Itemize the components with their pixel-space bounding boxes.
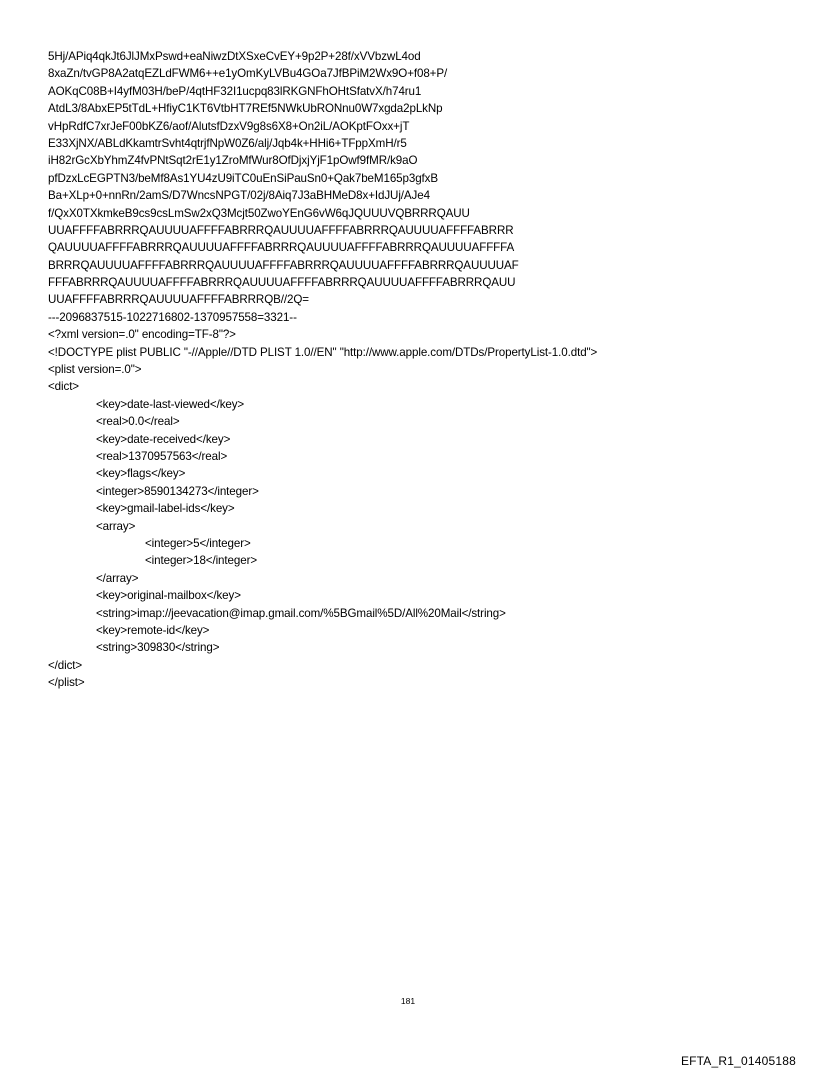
xml-declaration: <?xml version=.0" encoding=TF-8"?> (48, 328, 236, 342)
plist-close: </plist> (48, 676, 85, 690)
page-number: 181 (400, 996, 416, 1006)
base64-line-12: QAUUUUAFFFFABRRRQAUUUUAFFFFABRRRQAUUUUAFFFFABRRRQAUUUUAFFFFA (48, 241, 515, 255)
plist-entry: <key>date-received</key> (96, 432, 231, 446)
base64-line-7: iH82rGcXbYhmZ4fvPNtSqt2rE1y1ZroMfWur8OfDjxjYjF1pOwf9fMR/k9aO (48, 154, 418, 168)
plist-entry: <string>imap://jeevacation@imap.gmail.com/%5BGmail%5D/All%20Mail</string> (96, 606, 506, 620)
base64-line-4: AtdL3/8AbxEP5tTdL+HfiyC1KT6VtbHT7REf5NWkUbRONnu0W7xgda2pLkNp (48, 102, 443, 116)
plist-open: <plist version=.0"> (48, 363, 142, 377)
base64-line-9: Ba+XLp+0+nnRn/2amS/D7WncsNPGT/02j/8Aiq7J3aBHMeD8x+IdJUj/AJe4 (48, 189, 430, 203)
base64-line-10: f/QxX0TXkmkeB9cs9csLmSw2xQ3Mcjt50ZwoYEnG6vW6qJQUUUVQBRRRQAUU (48, 206, 470, 220)
plist-entry: <integer>8590134273</integer> (96, 484, 259, 498)
dict-open: <dict> (48, 380, 79, 394)
array-open: <array> (96, 519, 136, 533)
array-item: <integer>5</integer> (145, 536, 251, 550)
base64-line-3: AOKqC08B+I4yfM03H/beP/4qtHF32I1ucpq83lRKGNFhOHtSfatvX/h74ru1 (48, 84, 422, 98)
base64-line-8: pfDzxLcEGPTN3/beMf8As1YU4zU9iTC0uEnSiPauSn0+Qak7beM165p3gfxB (48, 171, 439, 185)
base64-line-1: 5Hj/APiq4qkJt6JlJMxPswd+eaNiwzDtXSxeCvEY+9p2P+28f/xVVbzwL4od (48, 50, 421, 63)
dict-close: </dict> (48, 658, 83, 672)
base64-line-2: 8xaZn/tvGP8A2atqEZLdFWM6++e1yOmKyLVBu4GOa7JfBPiM2Wx9O+f08+P/ (48, 67, 448, 81)
base64-line-5: vHpRdfC7xrJeF00bKZ6/aof/AlutsfDzxV9g8s6X8+On2iL/AOKptFOxx+jT (48, 119, 410, 133)
plist-entry: <key>date-last-viewed</key> (96, 397, 245, 411)
doctype-line: <!DOCTYPE plist PUBLIC "-//Apple//DTD PLIST 1.0//EN" "http://www.apple.com/DTDs/PropertyList-1.0.dtd"> (48, 345, 598, 359)
base64-line-14: FFFABRRRQAUUUUAFFFFABRRRQAUUUUAFFFFABRRRQAUUUUAFFFFABRRRQAUU (48, 276, 516, 290)
plist-entry: <real>1370957563</real> (96, 449, 228, 463)
plist-entry: <key>original-mailbox</key> (96, 589, 241, 603)
base64-line-11: UUAFFFFABRRRQAUUUUAFFFFABRRRQAUUUUAFFFFABRRRQAUUUUAFFFFABRRR (48, 223, 514, 237)
bates-number: EFTA_R1_01405188 (680, 1054, 796, 1068)
document-body (48, 48, 808, 691)
plist-entry: <key>remote-id</key> (96, 623, 210, 637)
plist-entry: <key>flags</key> (96, 467, 186, 481)
base64-line-6: E33XjNX/ABLdKkamtrSvht4qtrjfNpW0Z6/alj/Jqb4k+HHi6+TFppXmH/r5 (48, 136, 407, 150)
mime-boundary: ---2096837515-1022716802-1370957558=3321-- (48, 310, 297, 324)
plist-entry: <key>gmail-label-ids</key> (96, 502, 235, 516)
array-close: </array> (96, 571, 139, 585)
base64-line-15: UUAFFFFABRRRQAUUUUAFFFFABRRRQB//2Q= (48, 293, 309, 307)
base64-line-13: BRRRQAUUUUAFFFFABRRRQAUUUUAFFFFABRRRQAUUUUAFFFFABRRRQAUUUUAF (48, 258, 519, 272)
plist-entry: <string>309830</string> (96, 641, 220, 655)
plist-entry: <real>0.0</real> (96, 415, 180, 429)
array-item: <integer>18</integer> (145, 554, 257, 568)
